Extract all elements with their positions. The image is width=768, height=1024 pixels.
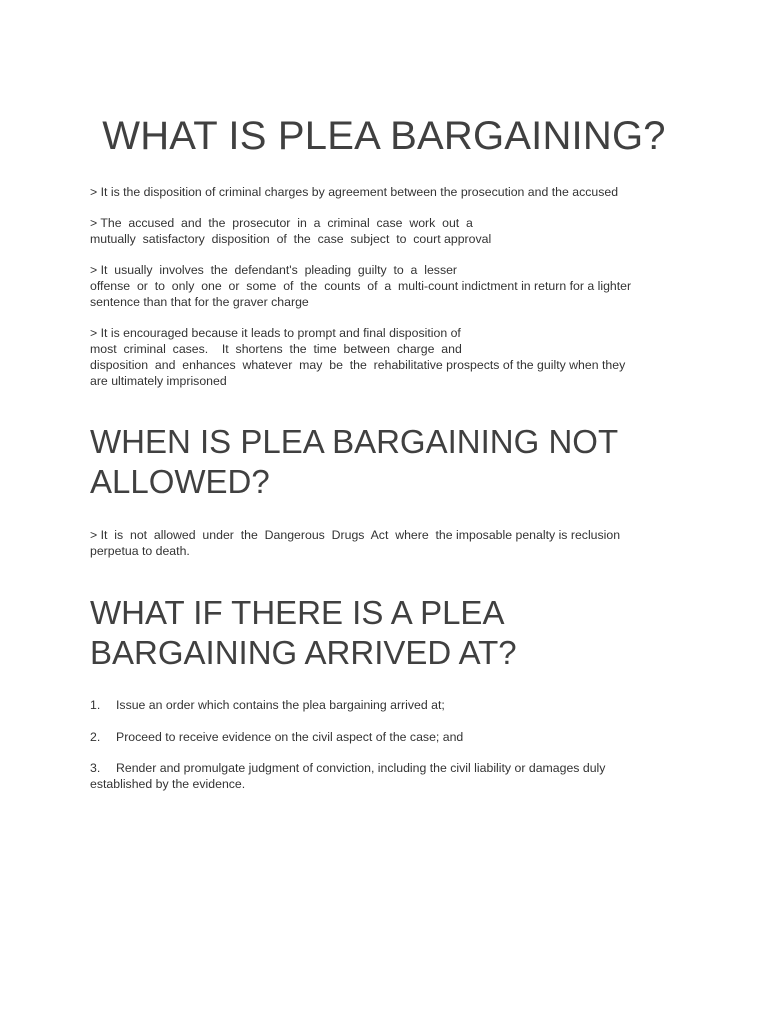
paragraph-line: > It is the disposition of criminal charges by agreement between the prosecution and the accused bbox=[90, 185, 619, 199]
heading-line: WHEN IS PLEA BARGAINING NOT bbox=[90, 423, 619, 460]
paragraph-line: sentence than that for the graver charge bbox=[90, 295, 309, 309]
list-item bbox=[90, 697, 674, 713]
list-number: 3. bbox=[90, 761, 101, 775]
heading-line: BARGAINING ARRIVED AT? bbox=[90, 634, 517, 671]
paragraph-line: > It usually involves the defendant's pleading guilty to a lesser bbox=[90, 263, 458, 277]
heading-line: ALLOWED? bbox=[90, 463, 270, 500]
page-title: WHAT IS PLEA BARGAINING? bbox=[102, 114, 666, 158]
paragraph-line: perpetua to death. bbox=[90, 544, 190, 558]
list-item bbox=[90, 729, 674, 745]
paragraph-not-allowed bbox=[90, 527, 674, 559]
paragraph-line: > It is not allowed under the Dangerous Drugs Act where the imposable penalty is reclusion bbox=[90, 528, 621, 542]
list-text: Issue an order which contains the plea bargaining arrived at; bbox=[116, 698, 445, 712]
section-heading-arrived-at bbox=[90, 593, 690, 673]
paragraph-line: > The accused and the prosecutor in a criminal case work out a bbox=[90, 216, 473, 230]
section-heading-not-allowed bbox=[90, 422, 690, 502]
heading-line: WHAT IF THERE IS A PLEA bbox=[90, 594, 505, 631]
paragraph-line: offense or to only one or some of the counts of a multi-count indictment in return for a lighter bbox=[90, 279, 632, 293]
paragraph-line: > It is encouraged because it leads to prompt and final disposition of bbox=[90, 326, 461, 340]
paragraph-definition bbox=[90, 184, 674, 200]
list-item bbox=[90, 760, 674, 792]
paragraph-mutual-agreement bbox=[90, 215, 674, 247]
list-text: established by the evidence. bbox=[90, 777, 246, 791]
list-number: 1. bbox=[90, 698, 101, 712]
paragraph-line: are ultimately imprisoned bbox=[90, 374, 227, 388]
paragraph-line: disposition and enhances whatever may be the rehabilitative prospects of the guilty when they bbox=[90, 358, 626, 372]
list-text: Render and promulgate judgment of conviction, including the civil liability or damages duly bbox=[116, 761, 606, 775]
list-number: 2. bbox=[90, 730, 101, 744]
paragraph-encouraged bbox=[90, 325, 674, 389]
list-text: Proceed to receive evidence on the civil aspect of the case; and bbox=[116, 730, 464, 744]
paragraph-guilty-plea bbox=[90, 262, 674, 310]
paragraph-line: mutually satisfactory disposition of the case subject to court approval bbox=[90, 232, 492, 246]
paragraph-line: most criminal cases. It shortens the time between charge and bbox=[90, 342, 462, 356]
